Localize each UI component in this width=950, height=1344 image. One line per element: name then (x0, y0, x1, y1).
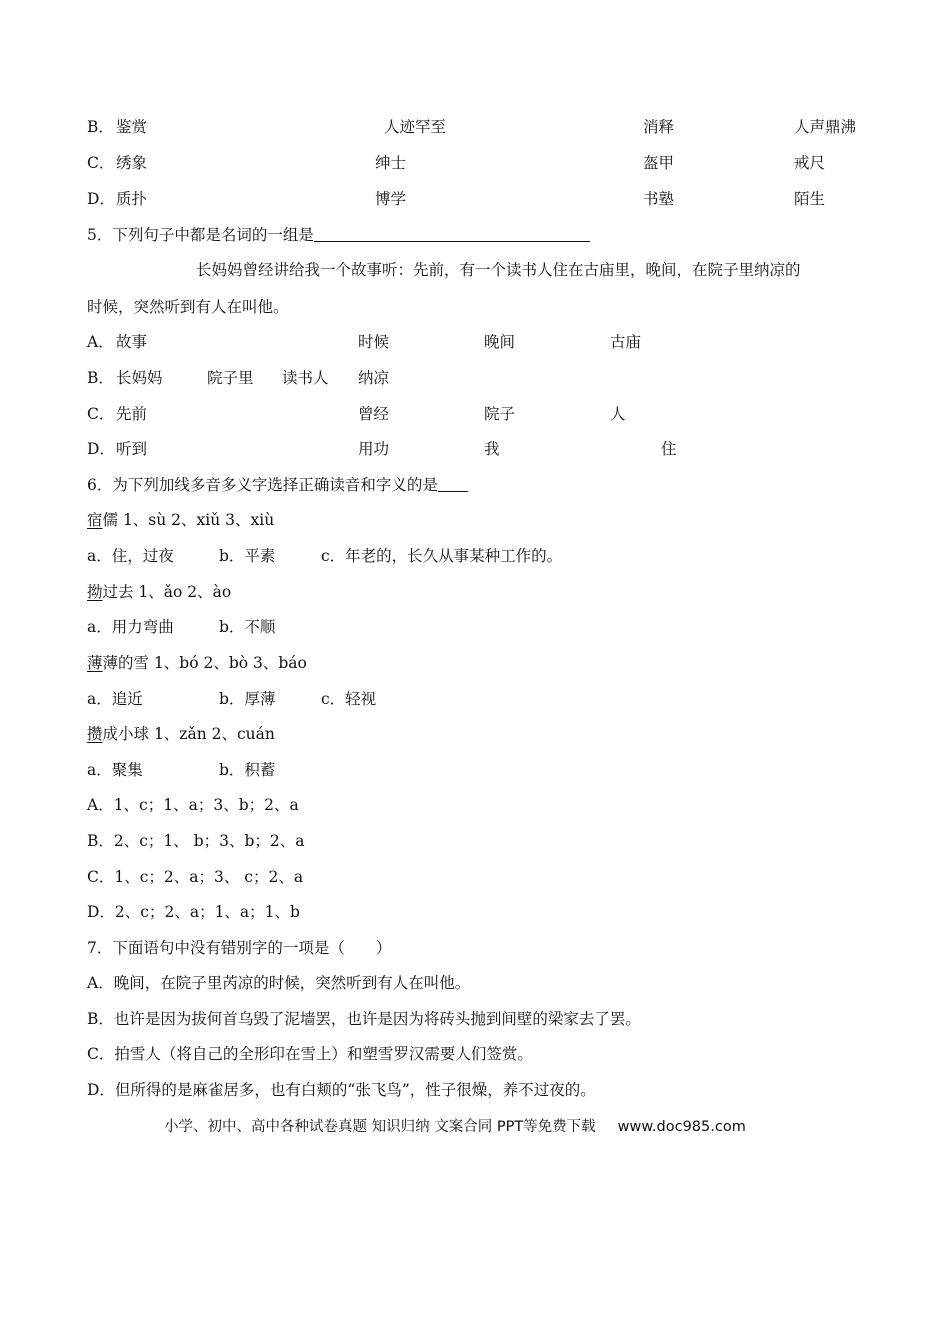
option-item: 我 (484, 440, 500, 458)
option-label: C． (87, 405, 115, 423)
option-item: 书塾 (643, 190, 675, 208)
meaning: a．追近 (87, 690, 143, 708)
question-text: 5．下列句子中都是名词的一组是 (87, 226, 314, 244)
meaning: a．聚集 (87, 761, 143, 779)
q6-group3-word (87, 652, 307, 674)
option-item: 陌生 (794, 190, 826, 208)
option-item: 质扑 (116, 190, 148, 208)
option-label: B． (87, 369, 114, 387)
meaning: b．不顺 (219, 618, 276, 636)
option-item: 绅士 (375, 154, 407, 172)
footer-url[interactable]: www.doc985.com (617, 1119, 746, 1135)
option-label: A． (87, 333, 114, 351)
option-item: 人声鼎沸 (794, 118, 857, 136)
underlined-char: 薄 (87, 654, 103, 672)
option-item: 绣象 (116, 154, 148, 172)
option-item: 博学 (375, 190, 407, 208)
option-item: 听到 (116, 440, 148, 458)
q7-option-a: A．晚间，在院子里芮凉的时候，突然听到有人在叫他。 (87, 974, 471, 992)
option-item: 曾经 (358, 405, 390, 423)
option-item: 纳凉 (358, 369, 390, 387)
option-item: 消释 (643, 118, 675, 136)
q7-option-d: D．但所得的是麻雀居多，也有白颊的“张飞鸟”，性子很燥，养不过夜的。 (87, 1081, 596, 1099)
meaning: a．住，过夜 (87, 547, 174, 565)
q5-passage-line2: 时候，突然听到有人在叫他。 (87, 298, 289, 316)
option-label: D． (87, 440, 115, 458)
word-pinyin: 成小球 1、zǎn 2、cuán (102, 725, 275, 743)
q6-option-a: A．1、c；1、a；3、b；2、a (87, 796, 299, 814)
meaning: c．轻视 (321, 690, 377, 708)
option-item: 院子 (484, 405, 516, 423)
option-item: 人 (610, 405, 626, 423)
option-item: 院子里 (207, 369, 254, 387)
option-label: B． (87, 118, 114, 136)
option-item: 故事 (116, 333, 148, 351)
option-item: 时候 (358, 333, 390, 351)
q5-stem (87, 224, 590, 246)
word-pinyin: 薄的雪 1、bó 2、bò 3、báo (102, 654, 307, 672)
answer-blank (438, 475, 468, 492)
option-item: 晚间 (484, 333, 516, 351)
q7-stem: 7．下面语句中没有错别字的一项是（ ） (87, 939, 392, 957)
q6-group1-word (87, 509, 274, 531)
option-item: 长妈妈 (116, 369, 163, 387)
option-item: 古庙 (610, 333, 642, 351)
option-label: C． (87, 154, 115, 172)
q6-option-c: C．1、c；2、a；3、 c；2、a (87, 868, 304, 886)
q6-option-d: D．2、c；2、a；1、a；1、b (87, 903, 300, 921)
q6-stem (87, 474, 468, 496)
q6-group2-word (87, 581, 231, 603)
q6-option-b: B．2、c；1、 b；3、b；2、a (87, 832, 305, 850)
meaning: b．厚薄 (219, 690, 276, 708)
q6-group4-word (87, 723, 275, 745)
option-item: 戒尺 (794, 154, 826, 172)
option-item: 鉴赏 (116, 118, 148, 136)
underlined-char: 拗 (87, 583, 103, 601)
answer-blank (314, 225, 590, 242)
meaning: a．用力弯曲 (87, 618, 174, 636)
q7-option-c: C．拍雪人（将自己的全形印在雪上）和塑雪罗汉需要人们签赏。 (87, 1045, 533, 1063)
option-item: 盔甲 (643, 154, 675, 172)
q7-option-b: B．也许是因为拔何首乌毁了泥墙罢，也许是因为将砖头抛到间壁的梁家去了罢。 (87, 1010, 641, 1028)
word-pinyin: 过去 1、ǎo 2、ào (102, 583, 232, 601)
page-footer (164, 1115, 746, 1136)
option-item: 先前 (116, 405, 148, 423)
meaning: b．积蓄 (219, 761, 276, 779)
option-label: D． (87, 190, 115, 208)
option-item: 住 (661, 440, 677, 458)
word-pinyin: 儒 1、sù 2、xiǔ 3、xiù (102, 511, 275, 529)
footer-text: 小学、初中、高中各种试卷真题 知识归纳 文案合同 PPT等免费下载 (164, 1119, 596, 1135)
meaning: c．年老的，长久从事某种工作的。 (321, 547, 563, 565)
question-text: 6．为下列加线多音多义字选择正确读音和字义的是 (87, 476, 438, 494)
meaning: b．平素 (219, 547, 276, 565)
q5-passage-line1: 长妈妈曾经讲给我一个故事听：先前，有一个读书人住在古庙里，晚间，在院子里纳凉的 (196, 261, 801, 279)
option-item: 人迹罕至 (384, 118, 447, 136)
option-item: 读书人 (282, 369, 329, 387)
underlined-char: 攒 (87, 725, 103, 743)
option-item: 用功 (358, 440, 390, 458)
underlined-char: 宿 (87, 511, 103, 529)
